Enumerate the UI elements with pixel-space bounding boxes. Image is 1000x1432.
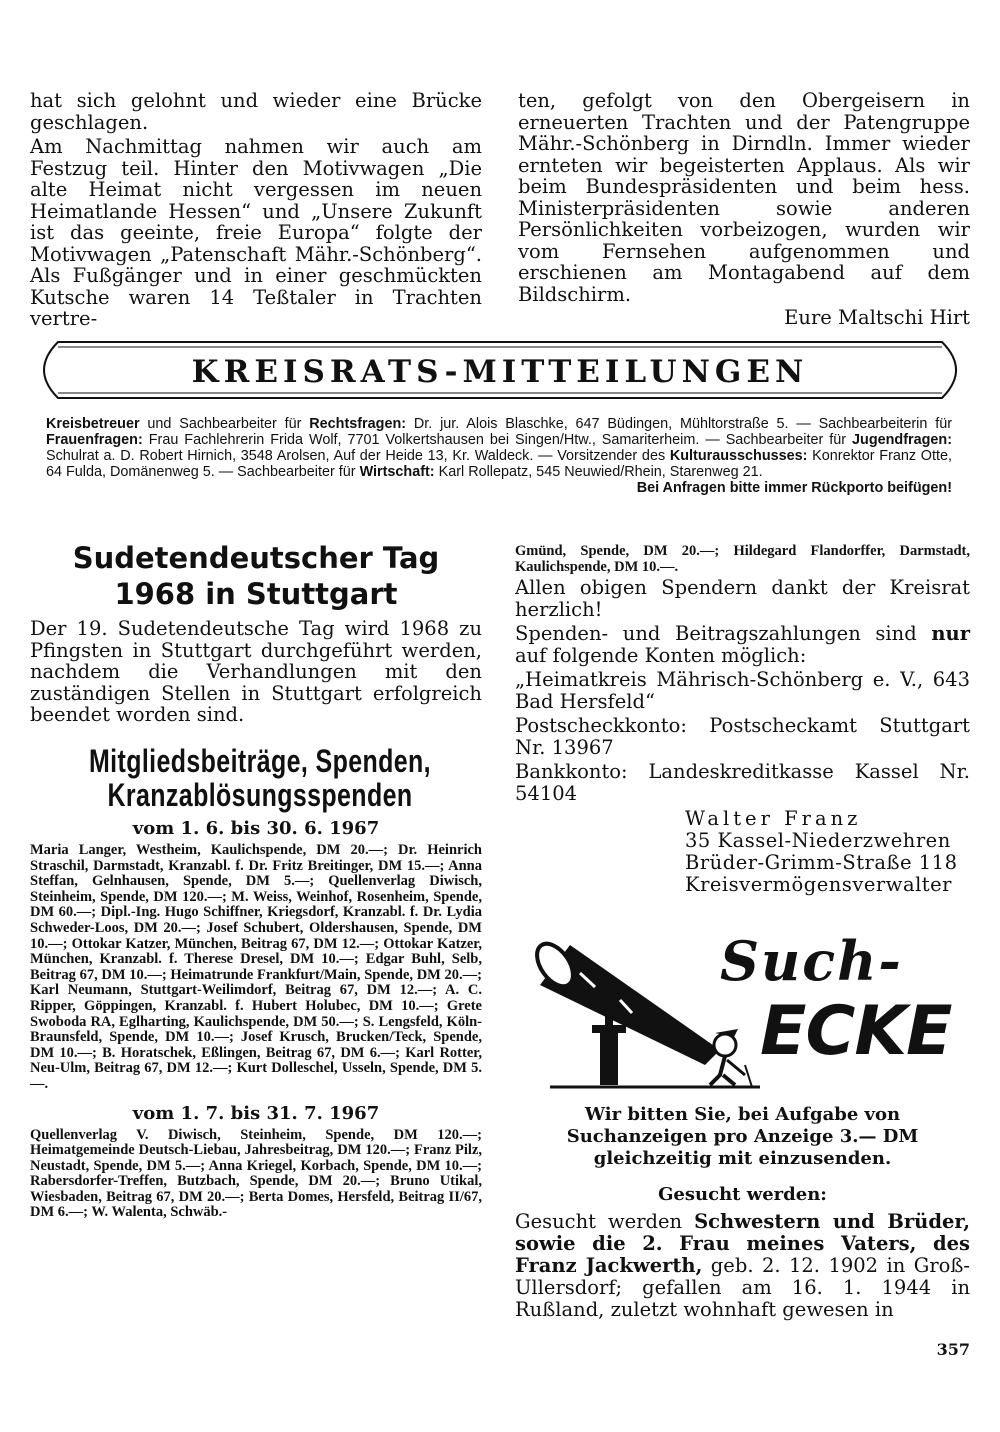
- banner-title: KREISRATS-MITTEILUNGEN: [191, 354, 809, 390]
- page-number: 357: [936, 1340, 970, 1359]
- article-paragraph: Am Nachmittag nahmen wir auch am Festzug teil. Hinter den Motivwagen „Die alte Heimat nicht vergessen im neuen Heimatlande Hessen“ und „Unsere Zukunft ist das geeinte, freie Europa“ folgte der Motivwagen „Patenschaft Mähr.-Schönberg“. Als Fußgänger und in einer geschmückten Kutsche waren 14 Teßtaler in Trachten vertre-: [30, 135, 482, 330]
- donation-heading-line: Kranzablösungsspenden: [107, 777, 413, 813]
- signature-name: Walter Franz: [685, 807, 862, 831]
- article-signature: Eure Maltschi Hirt: [784, 306, 970, 329]
- payments-text: Spenden- und Beitragszahlungen sind: [515, 622, 932, 646]
- article-paragraph: ten, gefolgt von den Obergeisern in erneuerten Trachten und der Patengruppe Mähr.-Schönberg in Dirndln. Immer wieder ernteten wir begeisterten Applaus. Als wir beim Bundespräsidenten und beim hess. Ministerpräsidenten sowie anderen Persönlichkeiten vorbeizogen, wurden wir vom Fernsehen aufgenommen und erschienen am Montagabend auf dem Bildschirm.: [518, 89, 970, 306]
- such-request: Wir bitten Sie, bei Aufgabe von Suchanzeigen pro Anzeige 3.— DM gleichzeitig mit einzusenden.: [566, 1104, 919, 1169]
- period-heading: vom 1. 6. bis 30. 6. 1967: [132, 818, 380, 839]
- notice-key: Frauenfragen:: [46, 432, 143, 448]
- kreisrat-notice: [46, 416, 952, 496]
- bank-account: Bankkonto: Landeskreditkasse Kassel Nr. 54104: [515, 760, 970, 805]
- signature-block: [685, 808, 970, 896]
- donation-heading-line: Mitgliedsbeiträge, Spenden,: [88, 743, 431, 779]
- gesucht-text: Gesucht werden: [515, 1210, 695, 1233]
- gesucht-heading: Gesucht werden:: [658, 1184, 827, 1205]
- such-logo-script: Such-: [720, 929, 903, 993]
- donation-entries: Maria Langer, Westheim, Kaulichspende, DM 20.—; Dr. Heinrich Straschil, Darmstadt, Kranzabl. f. Dr. Fritz Breitinger, DM 15.—; Anna Steffan, Gelnhausen, Spende, DM 5.—; Quellenverlag Diwisch, Steinheim, Spende, DM 120.—; M. Weiss, Weinhof, Rosenheim, Spende, DM 60.—; Dipl.-Ing. Hugo Schiffner, Kriegsdorf, Kranzabl. f. Dr. Lydia Schweder-Loos, DM 20.—; Josef Schubert, Oldershausen, Spende, DM 10.—; Ottokar Katzer, München, Beitrag 67, DM 12.—; Ottokar Katzer, München, Kranzabl. f. Therese Dresel, DM 10.—; Edgar Buhl, Selb, Beitrag 67, DM 10.—; Heimatrunde Frankfurt/Main, Spende, DM 20.—; Karl Neumann, Stuttgart-Weilimdorf, Beitrag 67, DM 12.—; A. C. Ripper, Göppingen, Kranzabl. f. Hubert Holubec, DM 10.—; Grete Swoboda RA, Eglharting, Kaulichspende, DM 50.—; S. Lengsfeld, Köln-Braunsfeld, Spende, DM 10.—; Josef Krusch, Brucken/Teck, Spende, DM 10.—; B. Horatschek, Eßlingen, Beitrag 67, DM 6.—; Karl Rotter, Neu-Ulm, Beitrag 67, DM 12.—; Kurt Dolleschel, Usseln, Spende, DM 5.—.: [30, 842, 482, 1092]
- such-ecke-logo: [520, 925, 972, 1095]
- lower-right-column: [515, 544, 970, 896]
- donation-entries: Quellenverlag V. Diwisch, Steinheim, Spende, DM 120.—; Heimatgemeinde Deutsch-Liebau, Jahresbeitrag, DM 120.—; Franz Pilz, Neustadt, Spende, DM 5.—; Anna Kriegel, Korbach, Spende, DM 10.—; Rabersdorfer-Treffen, Butzbach, Spende, DM 20.—; Bruno Utikal, Wiesbaden, Beitrag 67, DM 20.—; Berta Domes, Hersfeld, Beitrag II/67, DM 6.—; W. Walenta, Schwäb.-: [30, 1126, 482, 1221]
- notice-text: Frau Fachlehrerin Frida Wolf, 7701 Volkertshausen bei Singen/Htw., Samariterheim. — Sachbearbeiter für: [142, 432, 853, 448]
- article-paragraph: hat sich gelohnt und wieder eine Brücke geschlagen.: [30, 89, 482, 134]
- signature-line: Kreisvermögensverwalter: [685, 873, 952, 897]
- notice-key: Wirtschaft:: [359, 464, 435, 480]
- payments-text: auf folgende Konten möglich:: [515, 643, 807, 667]
- notice-text: Dr. jur. Alois Blaschke, 647 Büdingen, Mühltorstraße 5. — Sachbearbeiterin für: [406, 416, 952, 432]
- notice-text: Konrektor Franz Otte, 64 Fulda, Domänenweg 5. — Sachbearbeiter für: [46, 448, 952, 480]
- payments-paragraph: [515, 623, 970, 666]
- signature-line: 35 Kassel-Niederzwehren: [685, 829, 951, 853]
- lower-left-column: [30, 540, 482, 726]
- donation-list: [30, 818, 482, 1221]
- payments-emphasis: nur: [931, 622, 970, 646]
- notice-key: Jugendfragen:: [852, 432, 952, 448]
- postscheck-account: Postscheckkonto: Postscheckamt Stuttgart Nr. 13967: [515, 714, 970, 759]
- gesucht-emphasis: Schwestern und Brüder, sowie die 2. Frau meines Vaters, des Franz Jackwerth,: [515, 1210, 971, 1277]
- section-banner: [28, 340, 972, 400]
- notice-text: Karl Rollepatz, 545 Neuwied/Rhein, Starenweg 21.: [434, 464, 763, 480]
- account-holder: „Heimatkreis Mährisch-Schönberg e. V., 643 Bad Hersfeld“: [515, 668, 970, 713]
- thanks-paragraph: Allen obigen Spendern dankt der Kreisrat herzlich!: [515, 576, 970, 621]
- tag-paragraph: Der 19. Sudetendeutsche Tag wird 1968 zu Pfingsten in Stuttgart durchgeführt werden, nachdem die Verhandlungen mit den zuständigen Stellen in Stuttgart erfolgreich beendet worden sind.: [30, 617, 482, 726]
- such-section: [515, 1104, 970, 1321]
- notice-text: und Sachbearbeiter für: [139, 416, 310, 432]
- tag-heading: Sudetendeutscher Tag 1968 in Stuttgart: [72, 541, 440, 611]
- signature-line: Brüder-Grimm-Straße 118: [685, 851, 958, 875]
- top-left-column: [30, 90, 482, 330]
- donation-heading: [88, 744, 431, 812]
- notice-footer: Bei Anfragen bitte immer Rückporto beifügen!: [636, 480, 952, 496]
- notice-key: Kulturausschusses:: [669, 448, 808, 464]
- notice-key: Rechtsfragen:: [309, 416, 407, 432]
- top-right-column: [518, 90, 970, 329]
- gesucht-paragraph: [515, 1211, 970, 1321]
- donation-entries-continued: Gmünd, Spende, DM 20.—; Hildegard Flandorffer, Darmstadt, Kaulichspende, DM 10.—.: [515, 543, 970, 575]
- notice-text: Schulrat a. D. Robert Hirnich, 3548 Arolsen, Auf der Heide 13, Kr. Waldeck. — Vorsitzender des: [46, 448, 670, 464]
- period-heading: vom 1. 7. bis 31. 7. 1967: [132, 1102, 380, 1124]
- gesucht-text: geb. 2. 12. 1902 in Groß-Ullersdorf; gefallen am 16. 1. 1944 in Rußland, zuletzt wohnhaft gewesen in: [515, 1254, 970, 1321]
- notice-key: Kreisbetreuer: [46, 416, 140, 432]
- such-logo-block: ECKE: [760, 992, 952, 1071]
